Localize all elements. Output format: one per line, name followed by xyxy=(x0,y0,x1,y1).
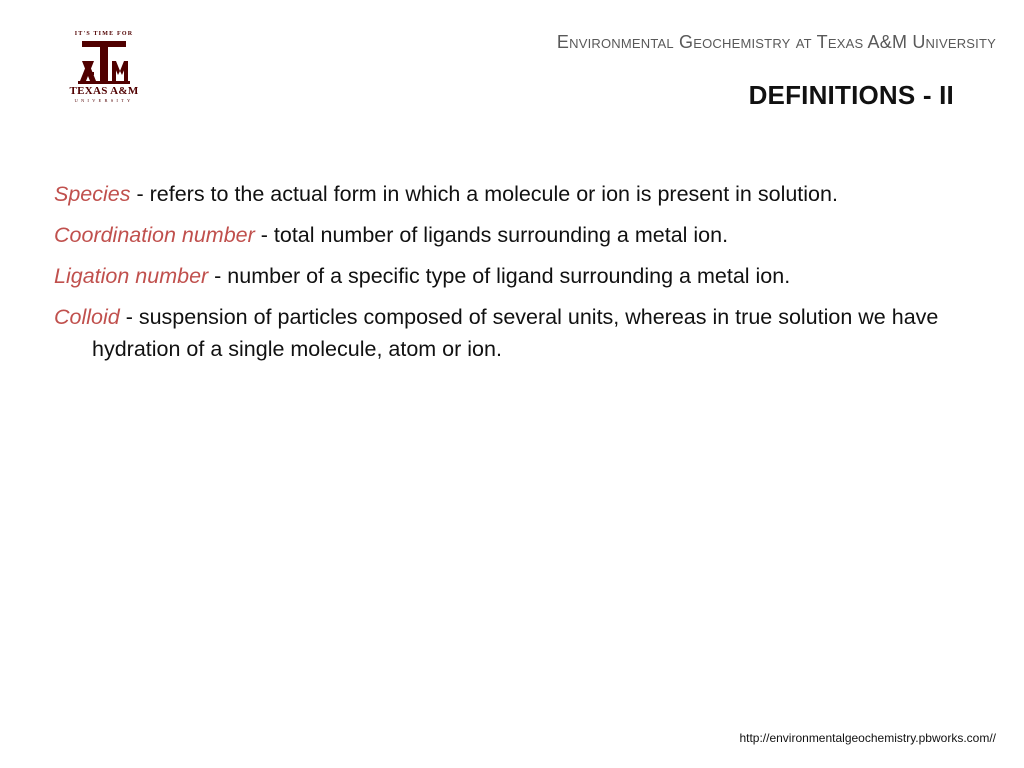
definition-item xyxy=(54,219,974,251)
footer-url-link[interactable]: http://environmentalgeochemistry.pbworks.com// xyxy=(739,731,996,745)
definition-item xyxy=(54,178,974,210)
definition-text: - number of a specific type of ligand surrounding a metal ion. xyxy=(208,264,791,288)
logo-name: TEXAS A&M xyxy=(69,85,139,97)
definition-item xyxy=(54,301,974,365)
atm-monogram-icon xyxy=(78,39,130,85)
definition-term: Coordination number xyxy=(54,223,255,247)
definition-text: - total number of ligands surrounding a metal ion. xyxy=(254,223,729,247)
texas-am-logo xyxy=(58,30,150,116)
definition-term: Species xyxy=(54,182,131,206)
logo-tagline: IT'S TIME FOR xyxy=(74,31,134,37)
definitions-list xyxy=(54,178,974,374)
definition-item xyxy=(54,260,974,292)
definition-text: - refers to the actual form in which a molecule or ion is present in solution. xyxy=(130,182,838,206)
definition-text: - suspension of particles composed of several units, whereas in true solution we have hydration of a single molecule, atom or ion. xyxy=(92,305,939,361)
definition-term: Colloid xyxy=(54,305,120,329)
course-title: Environmental Geochemistry at Texas A&M University xyxy=(556,32,996,52)
definition-term: Ligation number xyxy=(54,264,209,288)
logo-sub: UNIVERSITY xyxy=(74,98,134,103)
slide-title: DEFINITIONS - II xyxy=(748,80,954,110)
